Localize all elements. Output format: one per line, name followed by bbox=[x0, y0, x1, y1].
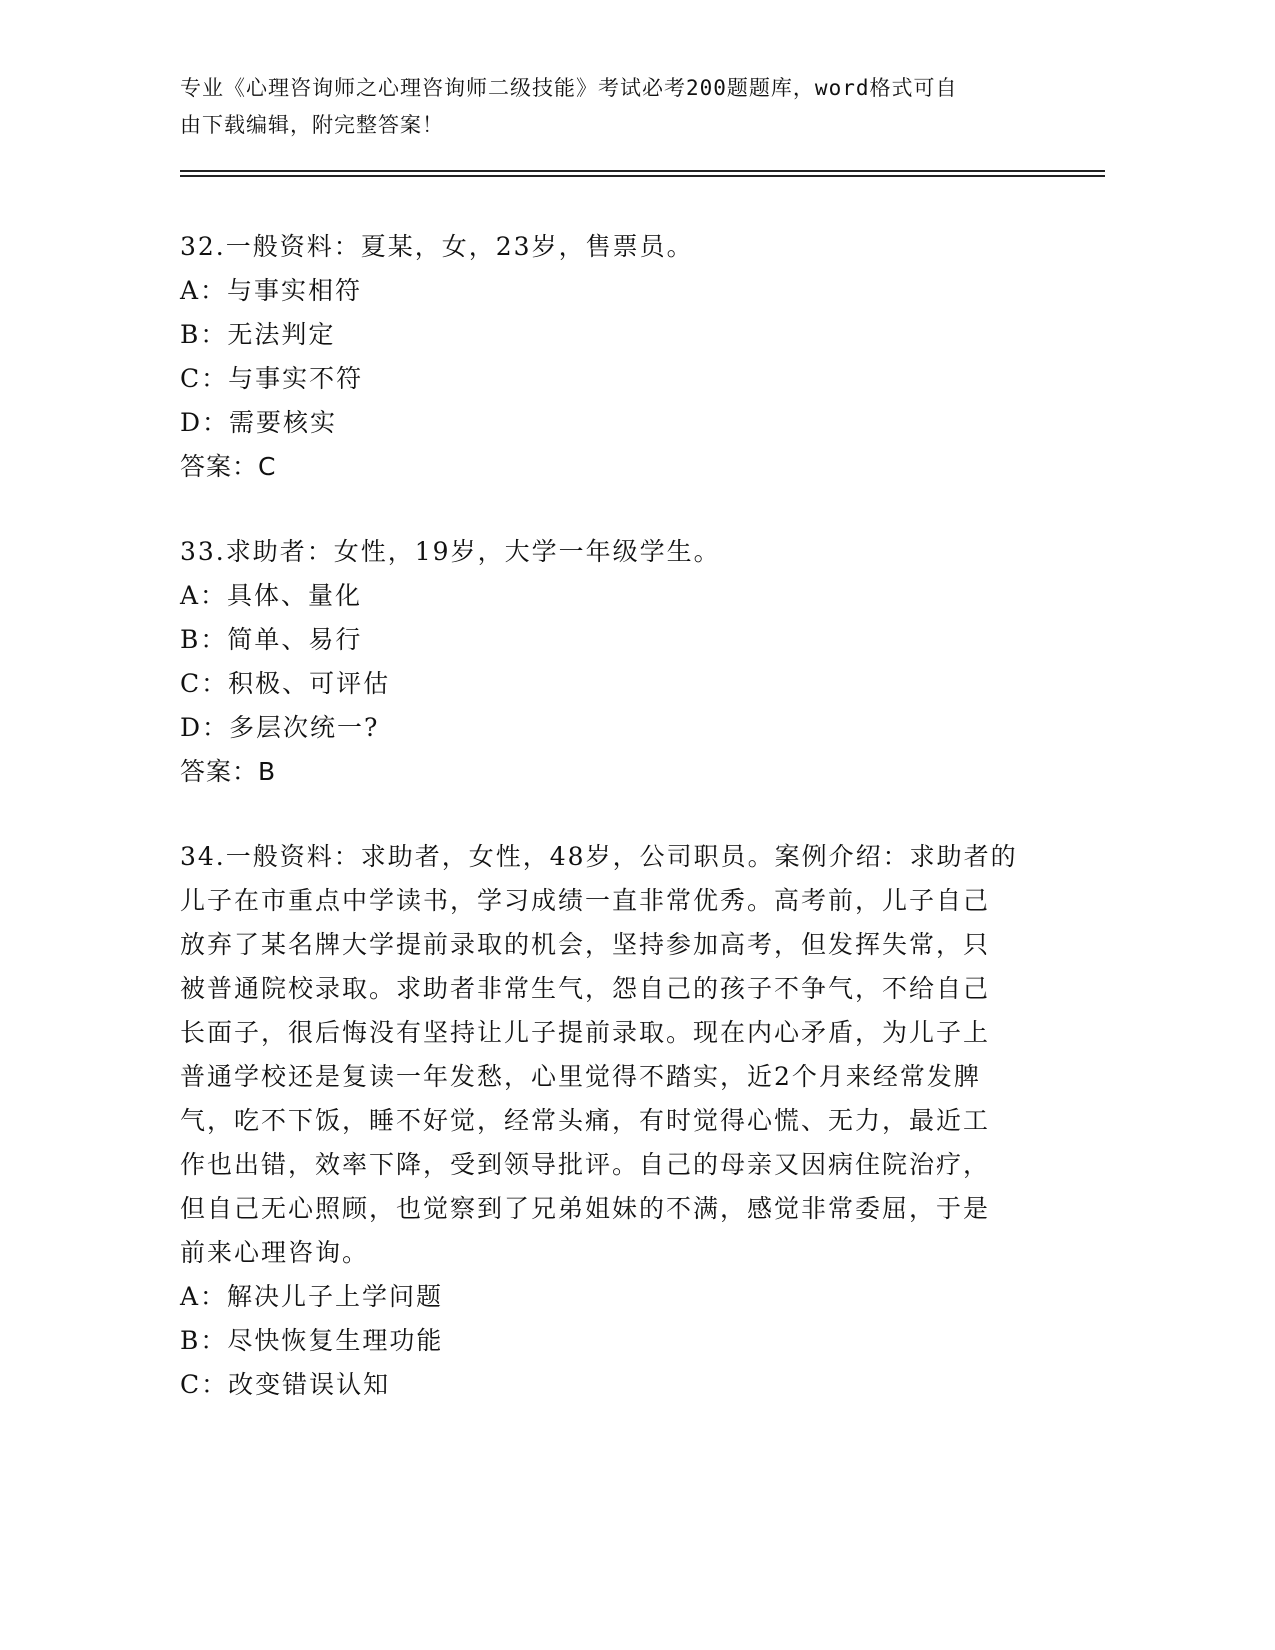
question-stem-line: 作也出错，效率下降，受到领导批评。自己的母亲又因病住院治疗， bbox=[180, 1150, 991, 1179]
question-stem-line: 儿子在市重点中学读书，学习成绩一直非常优秀。高考前，儿子自己 bbox=[180, 886, 991, 915]
document-header bbox=[180, 70, 1060, 144]
option-a: A：与事实相符 bbox=[180, 276, 363, 305]
option-a: A：具体、量化 bbox=[180, 581, 363, 610]
option-b: B：尽快恢复生理功能 bbox=[180, 1326, 444, 1355]
question-stem-line: 普通学校还是复读一年发愁，心里觉得不踏实，近2个月来经常发脾 bbox=[180, 1062, 981, 1091]
answer: 答案：C bbox=[180, 452, 277, 481]
option-c: C：改变错误认知 bbox=[180, 1370, 391, 1399]
option-d: D：多层次统一? bbox=[180, 713, 380, 742]
header-divider bbox=[180, 170, 1105, 172]
question-stem-line: 放弃了某名牌大学提前录取的机会，坚持参加高考，但发挥失常，只 bbox=[180, 930, 991, 959]
question-32 bbox=[180, 225, 1060, 489]
question-stem-line: 但自己无心照顾，也觉察到了兄弟姐妹的不满，感觉非常委屈，于是 bbox=[180, 1194, 991, 1223]
question-34 bbox=[180, 835, 1060, 1407]
header-line: 由下载编辑，附完整答案！ bbox=[180, 113, 444, 137]
question-stem-line: 被普通院校录取。求助者非常生气，怨自己的孩子不争气，不给自己 bbox=[180, 974, 991, 1003]
question-33 bbox=[180, 530, 1060, 794]
option-c: C：与事实不符 bbox=[180, 364, 364, 393]
question-stem-line: 气，吃不下饭，睡不好觉，经常头痛，有时觉得心慌、无力，最近工 bbox=[180, 1106, 991, 1135]
question-stem-line: 34.一般资料：求助者，女性，48岁，公司职员。案例介绍：求助者的 bbox=[180, 842, 1018, 871]
header-divider bbox=[180, 175, 1105, 177]
question-stem-line: 长面子，很后悔没有坚持让儿子提前录取。现在内心矛盾，为儿子上 bbox=[180, 1018, 991, 1047]
answer: 答案：B bbox=[180, 757, 277, 786]
option-b: B：简单、易行 bbox=[180, 625, 363, 654]
question-stem: 33.求助者：女性，19岁，大学一年级学生。 bbox=[180, 537, 721, 566]
header-line: 专业《心理咨询师之心理咨询师二级技能》考试必考200题题库，word格式可自 bbox=[180, 76, 958, 100]
option-c: C：积极、可评估 bbox=[180, 669, 391, 698]
question-stem-line: 前来心理咨询。 bbox=[180, 1238, 370, 1267]
question-stem: 32.一般资料：夏某，女，23岁，售票员。 bbox=[180, 232, 694, 261]
option-d: D：需要核实 bbox=[180, 408, 338, 437]
option-a: A：解决儿子上学问题 bbox=[180, 1282, 444, 1311]
option-b: B：无法判定 bbox=[180, 320, 336, 349]
